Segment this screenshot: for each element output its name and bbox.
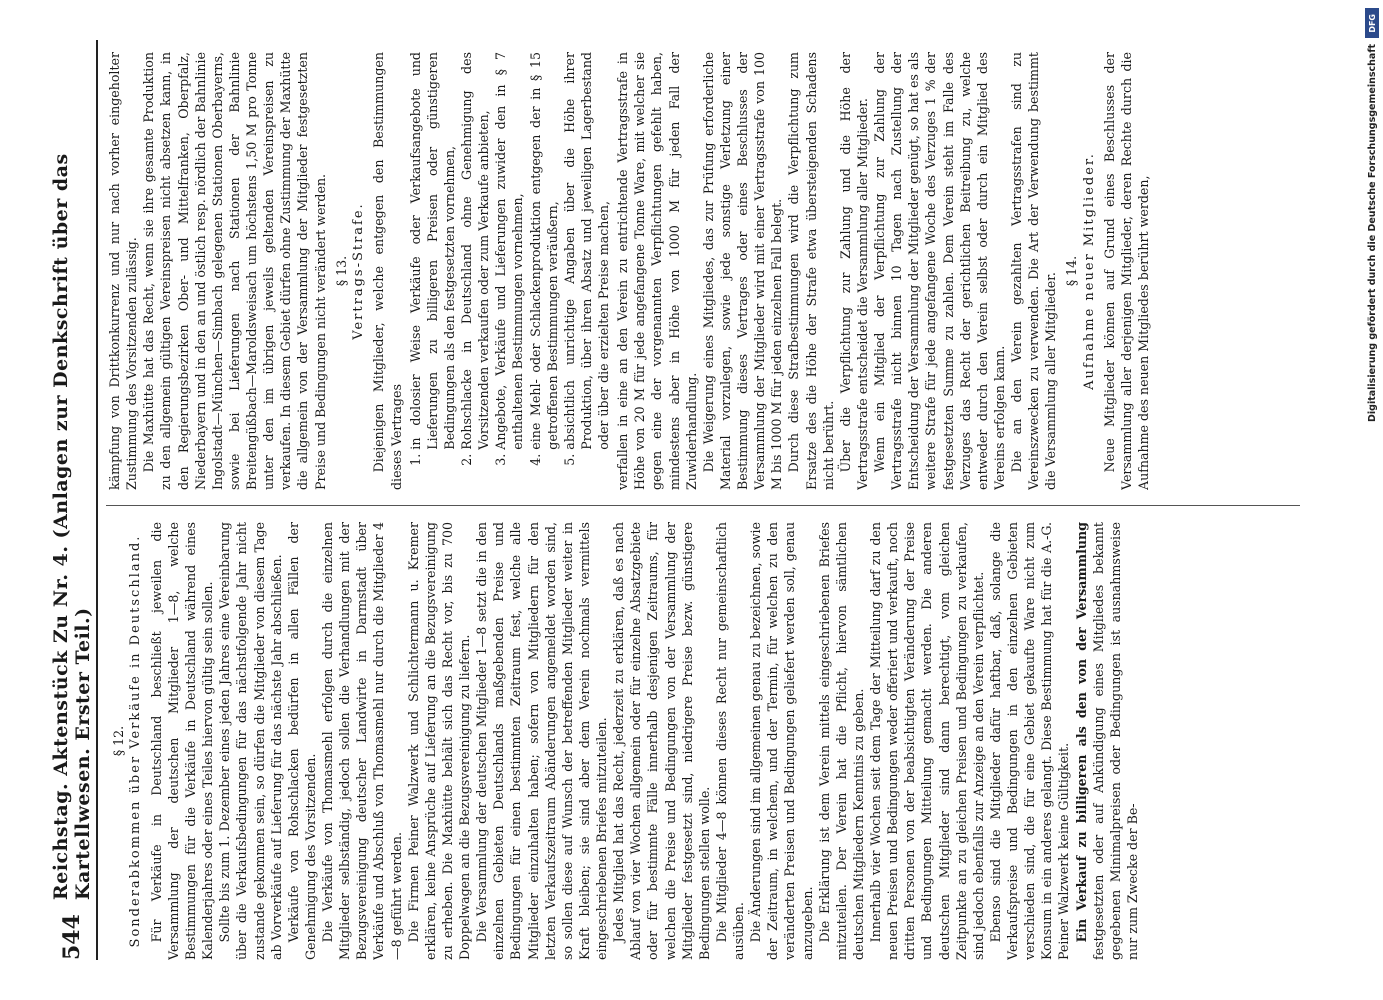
paragraph: Sollte bis zum 1. Dezember eines jeden Jahres eine Vereinbarung über die Verkaufsbedingungen für das nächstfolgende Jahr nicht zustande gekommen sein, so dürfen die Mitglieder von diesem Tage ab Vorverkäufe auf Lieferung für das nächste Jahr abschließen. (217, 522, 284, 960)
section-14-title: Aufnahme neuer Mitglieder. (1081, 152, 1097, 390)
list-item: 2. Rohschlacke in Deutschland ohne Genehmigung des Vorsitzenden verkaufen oder zum Verkaufe anbieten, (458, 52, 492, 450)
paragraph: verfallen in eine an den Verein zu entrichtende Vertragsstrafe in Höhe von 20 M für jede angefangene Tonne Ware, mit welcher sie gegen eine der vorgenannten Verpflichtungen gefehlt haben, mindestens aber in Höhe von 1000 M für jeden Fall der Zuwiderhandlung. (615, 52, 699, 490)
paragraph: Über die Verpflichtung zur Zahlung und die Höhe der Vertragsstrafe entscheidet die Versammlung aller Mitglieder. (837, 52, 870, 490)
paragraph: Die Weigerung eines Mitgliedes, das zur Prüfung erforderliche Material vorzulegen, sowie jede sonstige Verletzung einer Bestimmung dieses Vertrages oder eines Beschlusses der Versammlung der Mitglieder wird mit einer Vertragsstrafe von 100 M bis 1000 M für jeden einzelnen Fall belegt. (700, 52, 785, 490)
right-column (106, 52, 1310, 490)
section-13-title: Vertrags-Strafe. (350, 202, 366, 340)
list-item: 1. in dolosier Weise Verkäufe oder Verkaufsangebote und Lieferungen zu billigeren Preisen oder günstigeren Bedingungen als den festgesetzten vornehmen, (407, 52, 458, 450)
list-item: 5. absichtlich unrichtige Angaben über die Höhe ihrer Produktion, über ihren Absatz und jeweiligen Lagerbestand oder über die erzielten Preise machen, (561, 52, 612, 450)
paragraph: Jedes Mitglied hat das Recht, jederzeit zu erklären, daß es nach Ablauf von vier Wochen allgemein oder für einzelne Absatzgebiete oder für bestimmte Fälle innerhalb desjenigen Zeitraums, für welchen die Preise und Bedingungen von der Versammlung der Mitglieder festgesetzt sind, niedrigere Preise bezw. günstigere Bedingungen stellen wolle. (611, 522, 712, 960)
paragraph: Neue Mitglieder können auf Grund eines Beschlusses der Versammlung aller derjenigen Mitglieder, deren Rechte durch die Aufnahme des neuen Mitgliedes berührt werden, (1102, 52, 1152, 490)
list-item: 3. Angebote, Verkäufe und Lieferungen zuwider den in § 7 enthaltenen Bestimmungen vornehmen, (492, 52, 526, 450)
paragraph: Für Verkäufe in Deutschland beschließt jeweilen die Versammlung der deutschen Mitglieder 1—8, welche Bestimmungen für die Verkäufe in Deutschland während eines Kalenderjahres oder eines Teiles hiervon gültig sein sollen. (148, 522, 216, 960)
paragraph: Die Änderungen sind im allgemeinen genau zu bezeichnen, sowie der Zeitraum, in welchem, und der Termin, für welchen zu den veränderten Preisen und Bedingungen geliefert werden soll, genau anzugeben. (748, 522, 815, 960)
header-rule (96, 40, 98, 960)
section-14-number: § 14. (1064, 255, 1080, 287)
page-header (50, 40, 94, 960)
paragraph: Die an den Verein gezahlten Vertragsstrafen sind zu Vereinszwecken zu verwenden. Die Art der Verwendung bestimmt die Versammlung aller Mitglieder. (1009, 52, 1059, 490)
paragraph: Innerhalb vier Wochen seit dem Tage der Mitteilung darf zu den neuen Preisen und Bedingungen weder offeriert und verkauft, noch dritten Personen von der beabsichtigten Veränderung der Preise und Bedingungen Mitteilung gemacht werden. Die anderen deutschen Mitglieder sind dann berechtigt, vom gleichen Zeitpunkte an zu gleichen Preisen und Bedingungen zu verkaufen, sind jedoch ebenfalls zur Anzeige an den Verein verpflichtet. (868, 522, 986, 960)
running-title: Reichstag. Aktenstück Zu Nr. 4. (Anlagen zur Denkschrift über das Kartellwesen. Erster Teil.) (50, 153, 94, 901)
page-number: 544 (59, 914, 85, 960)
dfg-stamp-text: Digitalisierung gefördert durch die Deutsche Forschungsgemeinschaft (1366, 44, 1378, 422)
section-12-number: § 12. (111, 725, 126, 757)
section-13-number: § 13. (333, 255, 349, 287)
paragraph: Wenn ein Mitglied der Verpflichtung zur Zahlung der Vertragsstrafe nicht binnen 10 Tagen nach Zustellung der Entscheidung der Versammlung der Mitglieder genügt, so hat es als weitere Strafe für jede angefangene Woche des Verzuges 1 % der festgesetzten Summe zu zahlen. Dem Verein steht im Falle des Verzuges das Recht der gerichtlichen Beitreibung zu, welche entweder durch den Verein selbst oder durch ein Mitglied des Vereins erfolgen kann. (872, 52, 1007, 490)
paragraph: Ebenso sind die Mitglieder dafür haftbar, daß, solange die Verkaufspreise und Bedingungen in den einzelnen Gebieten verschieden sind, die für eine Gebiet gekaufte Ware nicht zum Konsum in ein anderes gelangt. Diese Bestimmung hat für die A.-G. Peiner Walzwerk keine Gültigkeit. (987, 522, 1072, 960)
paragraph: Verkäufe von Rohschlacken bedürfen in allen Fällen der Genehmigung des Vorsitzenden. (285, 522, 318, 960)
paragraph: Die Maxhütte hat das Recht, wenn sie ihre gesamte Produktion zu den allgemein gültigen Vereinspreisen nicht absetzen kann, in den Regierungsbezirken Ober- und Mittelfranken, Oberpfalz, Niederbayern und in den an und östlich resp. nördlich der Bahnlinie Ingolstadt—München—Simbach gelegenen Stationen Oberbayerns, sowie bei Lieferungen nach Stationen der Bahnlinie Breitengüßbach—Maroldsweisach um höchstens 1,50 M pro Tonne unter den im übrigen jeweils geltenden Vereinspreisen zu verkaufen. In diesem Gebiet dürfen ohne Zustimmung der Maxhütte die allgemein von der Versammlung der Mitglieder festgesetzten Preise und Bedingungen nicht verändert werden. (141, 52, 328, 490)
dfg-logo-icon (1365, 8, 1379, 38)
paragraph: Die Versammlung der deutschen Mitglieder 1—8 setzt die in den einzelnen Gebieten Deutschlands maßgebenden Preise und Bedingungen für einen bestimmten Zeitraum fest, welche alle Mitglieder einzuhalten haben; sofern von Mitgliedern für den letzten Verkaufszeitraum Abänderungen angemeldet worden sind, so sollen diese auf Wunsch der betreffenden Mitglieder weiter in Kraft bleiben; sie sind aber dem Verein nochmals vermittels eingeschriebenen Briefes mitzuteilen. (474, 522, 610, 960)
paragraph: kämpfung von Drittkonkurrenz und nur nach vorher eingeholter Zustimmung des Vorsitzenden zulässig. (107, 52, 140, 490)
paragraph: Diejenigen Mitglieder, welche entgegen den Bestimmungen dieses Vertrages (371, 52, 404, 490)
paragraph: Ein Verkauf zu billigeren als den von der Versammlung festgesetzten oder auf Ankündigung eines Mitgliedes bekannt gegebenen Minimalpreisen oder Bedingungen ist ausnahmsweise nur zum Zwecke der Be- (1073, 522, 1140, 960)
paragraph: Die Mitglieder 4—8 können dieses Recht nur gemeinschaftlich ausüben. (713, 522, 747, 960)
document-page (50, 40, 1310, 960)
paragraph: Die Firmen Peiner Walzwerk und Schlichtermann u. Kremer erklären, keine Ansprüche auf Lieferung an die Bezugsvereinigung zu erheben. Die Maxhütte behält sich das Recht vor, bis zu 700 Doppelwagen an die Bezugsvereinigung zu liefern. (405, 522, 473, 960)
list-item: 4. eine Mehl- oder Schlackenproduktion entgegen der in § 15 getroffenen Bestimmungen veräußern, (527, 52, 561, 450)
paragraph: Durch diese Strafbestimmungen wird die Verpflichtung zum Ersatze des die Höhe der Strafe etwa übersteigenden Schadens nicht berührt. (786, 52, 836, 490)
paragraph: Die Erklärung ist dem Verein mittels eingeschriebenen Briefes mitzuteilen. Der Verein hat die Pflicht, hiervon sämtlichen deutschen Mitgliedern Kenntnis zu geben. (816, 522, 866, 960)
paragraph: Die Verkäufe von Thomasmehl erfolgen durch die einzelnen Mitglieder selbständig, jedoch sollen die Verhandlungen mit der Bezugsvereinigung deutscher Landwirte in Darmstadt über Verkäufe und Abschluß von Thomasmehl nur durch die Mitglieder 4—8 geführt werden. (320, 522, 404, 960)
left-column (106, 522, 1310, 960)
column-divider (106, 505, 1300, 506)
dfg-stamp (1363, 8, 1381, 708)
dfg-logo-text: DFG (1367, 13, 1377, 33)
section-12-title: Sonderabkommen über Verkäufe in Deutschland. (128, 534, 144, 948)
penalty-list (407, 52, 613, 490)
